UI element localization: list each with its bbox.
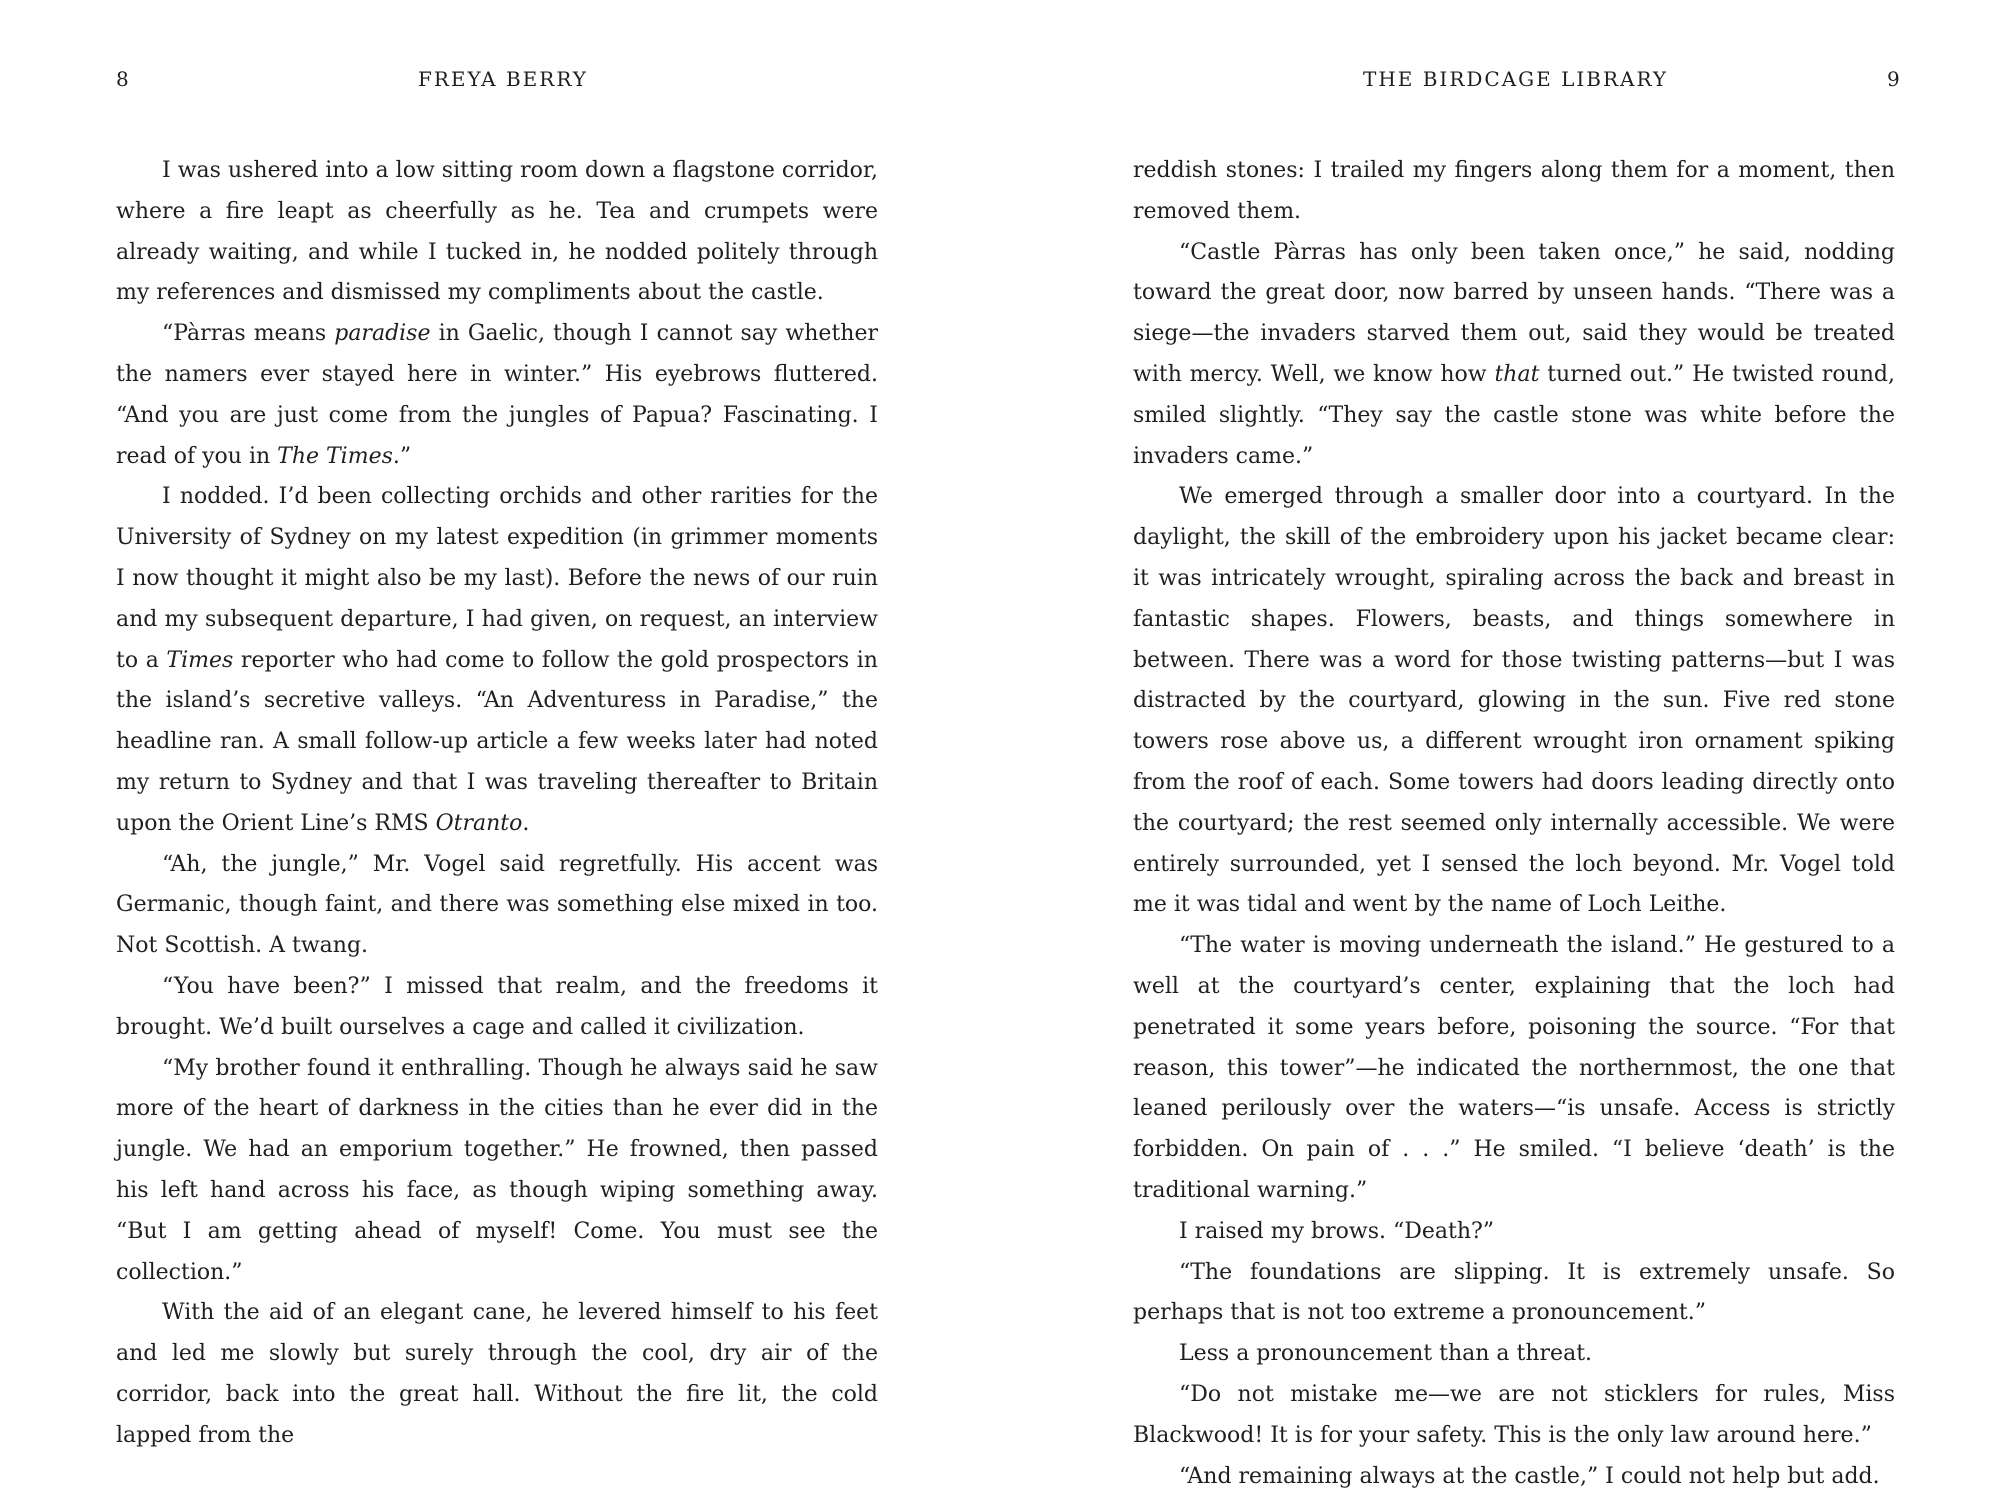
italic-text: Otranto <box>435 810 523 836</box>
paragraph: With the aid of an elegant cane, he levered himself to his feet and led me slowly but surely through the cool, dry air of the corridor, back into the great hall. Without the fire lit, the cold lapped from the <box>116 1300 878 1448</box>
paragraph: reddish stones: I trailed my fingers along them for a moment, then removed them. <box>1133 158 1895 224</box>
paragraph: I nodded. I’d been collecting orchids and other rarities for the University of Sydney on my latest expedition (in grimmer moments I now thought it might also be my last). Before the news of our ruin and my subsequent departure, I had given, on request, an interview to a Times reporter who had come to follow the gold prospectors in the island’s secretive valleys. “An Adventuress in Paradise,” the headline ran. A small follow-up article a few weeks later had noted my return to Sydney and that I was traveling thereafter to Britain upon the Orient Line’s RMS Otranto. <box>116 484 878 836</box>
page-number: 8 <box>116 67 129 91</box>
paragraph: I raised my brows. “Death?” <box>1179 1218 1495 1244</box>
italic-text: Times <box>166 647 234 673</box>
paragraph: “And remaining always at the castle,” I could not help but add. <box>1179 1463 1880 1489</box>
italic-text: paradise <box>334 321 431 347</box>
paragraph: Less a pronouncement than a threat. <box>1179 1341 1593 1367</box>
right-page <box>1000 0 2000 1500</box>
paragraph: “My brother found it enthralling. Though he always said he saw more of the heart of darkness in the cities than he ever did in the jungle. We had an emporium together.” He frowned, then passed his left hand across his face, as though wiping something away. “But I am getting ahead of myself! Come. You must see the collection.” <box>116 1055 878 1285</box>
paragraph: “Pàrras means paradise in Gaelic, though I cannot say whether the namers ever stayed here in winter.” His eyebrows fluttered. “And you are just come from the jungles of Papua? Fascinating. I read of you in The Times.” <box>116 321 878 469</box>
paragraph: I was ushered into a low sitting room down a flagstone corridor, where a fire leapt as cheerfully as he. Tea and crumpets were already waiting, and while I tucked in, he nodded politely through my references and dismissed my compliments about the castle. <box>116 158 878 306</box>
page-number: 9 <box>1887 67 1900 91</box>
body-text <box>116 151 878 1457</box>
body-text <box>1133 151 1895 1497</box>
paragraph: “The foundations are slipping. It is extremely unsafe. So perhaps that is not too extreme a pronouncement.” <box>1133 1259 1895 1326</box>
running-head-title: THE BIRDCAGE LIBRARY <box>1363 67 1669 91</box>
paragraph: “Castle Pàrras has only been taken once,” he said, nodding toward the great door, now barred by unseen hands. “There was a siege—the invaders starved them out, said they would be treated with mercy. Well, we know how that turned out.” He twisted round, smiled slightly. “They say the castle stone was white before the invaders came.” <box>1133 239 1895 469</box>
running-head-author: FREYA BERRY <box>418 67 588 91</box>
paragraph: “You have been?” I missed that realm, and the freedoms it brought. We’d built ourselves a cage and called it civilization. <box>116 973 878 1040</box>
paragraph: “Ah, the jungle,” Mr. Vogel said regretfully. His accent was Germanic, though faint, and there was something else mixed in too. Not Scottish. A twang. <box>116 851 878 959</box>
paragraph: “Do not mistake me—we are not sticklers for rules, Miss Blackwood! It is for your safety. This is the only law around here.” <box>1133 1381 1895 1448</box>
italic-text: The Times <box>277 443 393 469</box>
italic-text: that <box>1494 361 1540 387</box>
paragraph: “The water is moving underneath the island.” He gestured to a well at the courtyard’s center, explaining that the loch had penetrated it some years before, poisoning the source. “For that reason, this tower”—he indicated the northernmost, the one that leaned perilously over the waters—“is unsafe. Access is strictly forbidden. On pain of . . .” He smiled. “I believe ‘death’ is the traditional warning.” <box>1133 933 1895 1203</box>
paragraph: We emerged through a smaller door into a courtyard. In the daylight, the skill of the embroidery upon his jacket became clear: it was intricately wrought, spiraling across the back and breast in fantastic shapes. Flowers, beasts, and things somewhere in between. There was a word for those twisting patterns—but I was distracted by the courtyard, glowing in the sun. Five red stone towers rose above us, a different wrought iron ornament spiking from the roof of each. Some towers had doors leading directly onto the courtyard; the rest seemed only internally accessible. We were entirely surrounded, yet I sensed the loch beyond. Mr. Vogel told me it was tidal and went by the name of Loch Leithe. <box>1133 484 1895 918</box>
